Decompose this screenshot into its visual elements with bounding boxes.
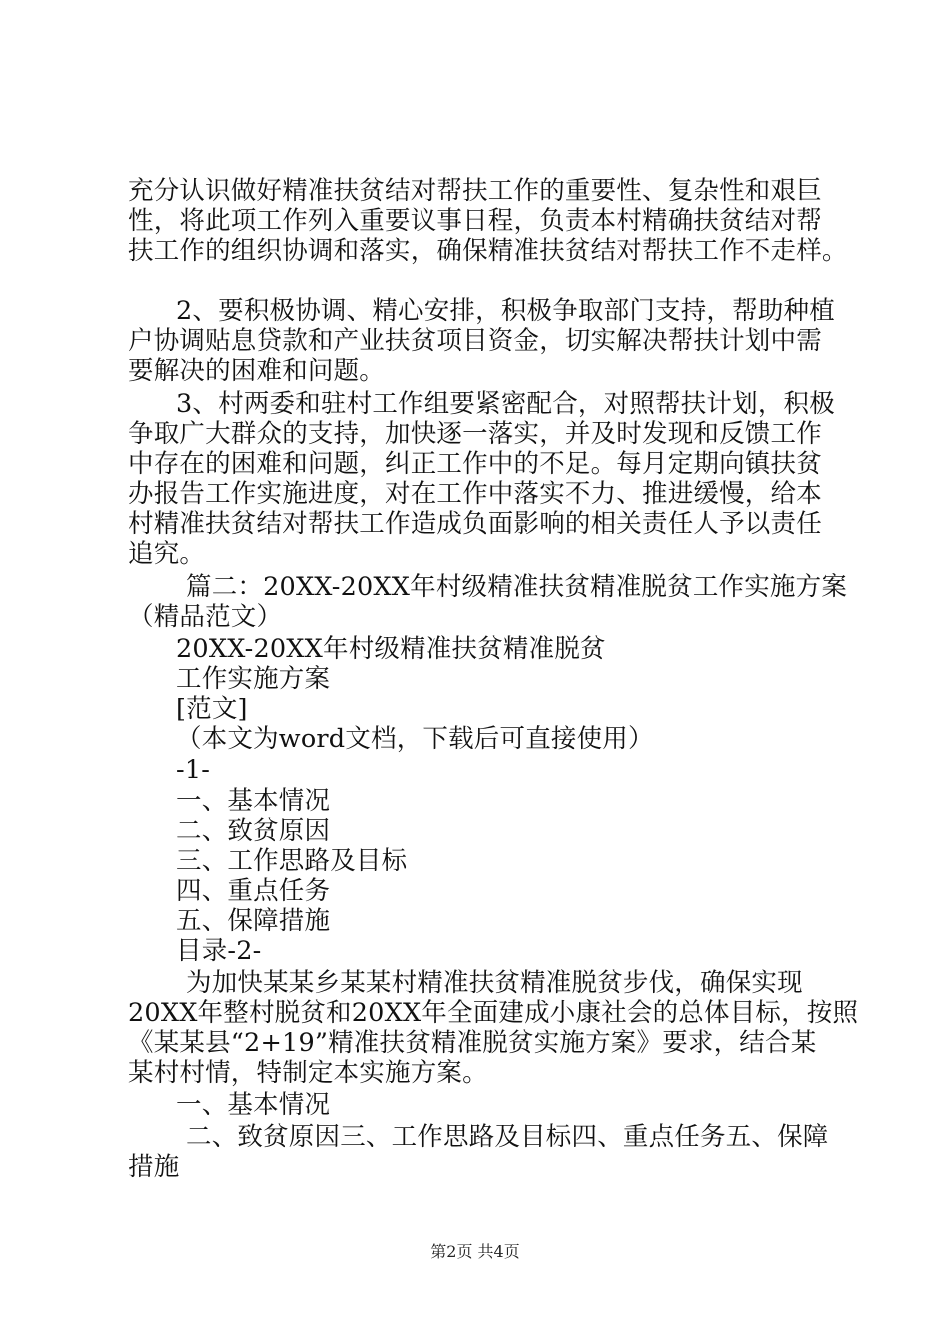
- body-text-line: 追究。: [128, 539, 206, 569]
- body-text-line: 为加快某某乡某某村精准扶贫精准脱贫步伐，确保实现: [186, 968, 803, 998]
- section-heading: 一、基本情况: [176, 1090, 331, 1120]
- body-text-line: 要解决的困难和问题。: [128, 356, 386, 386]
- body-text-line: 《某某县“2+19”精准扶贫精准脱贫实施方案》要求，结合某: [128, 1028, 817, 1058]
- body-text-line: 20XX年整村脱贫和20XX年全面建成小康社会的总体目标，按照: [128, 998, 859, 1028]
- body-text-line: 村精准扶贫结对帮扶工作造成负面影响的相关责任人予以责任: [128, 509, 822, 539]
- body-text-line: 办报告工作实施进度，对在工作中落实不力、推进缓慢，给本: [128, 479, 822, 509]
- body-text-line: 2、要积极协调、精心安排，积极争取部门支持，帮助种植: [176, 296, 835, 326]
- body-text-line: 中存在的困难和问题，纠正工作中的不足。每月定期向镇扶贫: [128, 449, 822, 479]
- body-text-line: 措施: [128, 1152, 180, 1182]
- toc-item: 二、致贫原因: [176, 816, 331, 846]
- body-text-line: 扶工作的组织协调和落实，确保精准扶贫结对帮扶工作不走样。: [128, 236, 848, 266]
- body-text-line: 性，将此项工作列入重要议事日程，负责本村精确扶贫结对帮: [128, 206, 822, 236]
- body-text-line: 二、致贫原因三、工作思路及目标四、重点任务五、保障: [186, 1122, 829, 1152]
- page-marker: -1-: [176, 755, 211, 785]
- plan-note: （本文为word文档，下载后可直接使用）: [176, 724, 654, 754]
- toc-item: 三、工作思路及目标: [176, 846, 408, 876]
- section-heading: 篇二：20XX-20XX年村级精准扶贫精准脱贫工作实施方案: [186, 572, 848, 602]
- body-text-line: 充分认识做好精准扶贫结对帮扶工作的重要性、复杂性和艰巨: [128, 176, 822, 206]
- body-text-line: 户协调贴息贷款和产业扶贫项目资金，切实解决帮扶计划中需: [128, 326, 822, 356]
- page-number-footer: 第2页 共4页: [430, 1242, 520, 1261]
- toc-item: 一、基本情况: [176, 786, 331, 816]
- plan-title-line: 20XX-20XX年村级精准扶贫精准脱贫: [176, 634, 606, 664]
- plan-title-line: 工作实施方案: [176, 664, 331, 694]
- plan-label: [范文]: [176, 694, 248, 724]
- section-heading: （精品范文）: [128, 602, 283, 632]
- body-text-line: 争取广大群众的支持，加快逐一落实，并及时发现和反馈工作: [128, 419, 822, 449]
- toc-item: 五、保障措施: [176, 906, 331, 936]
- toc-label: 目录-2-: [176, 936, 262, 966]
- body-text-line: 某村村情，特制定本实施方案。: [128, 1058, 488, 1088]
- toc-item: 四、重点任务: [176, 876, 331, 906]
- body-text-line: 3、村两委和驻村工作组要紧密配合，对照帮扶计划，积极: [176, 389, 835, 419]
